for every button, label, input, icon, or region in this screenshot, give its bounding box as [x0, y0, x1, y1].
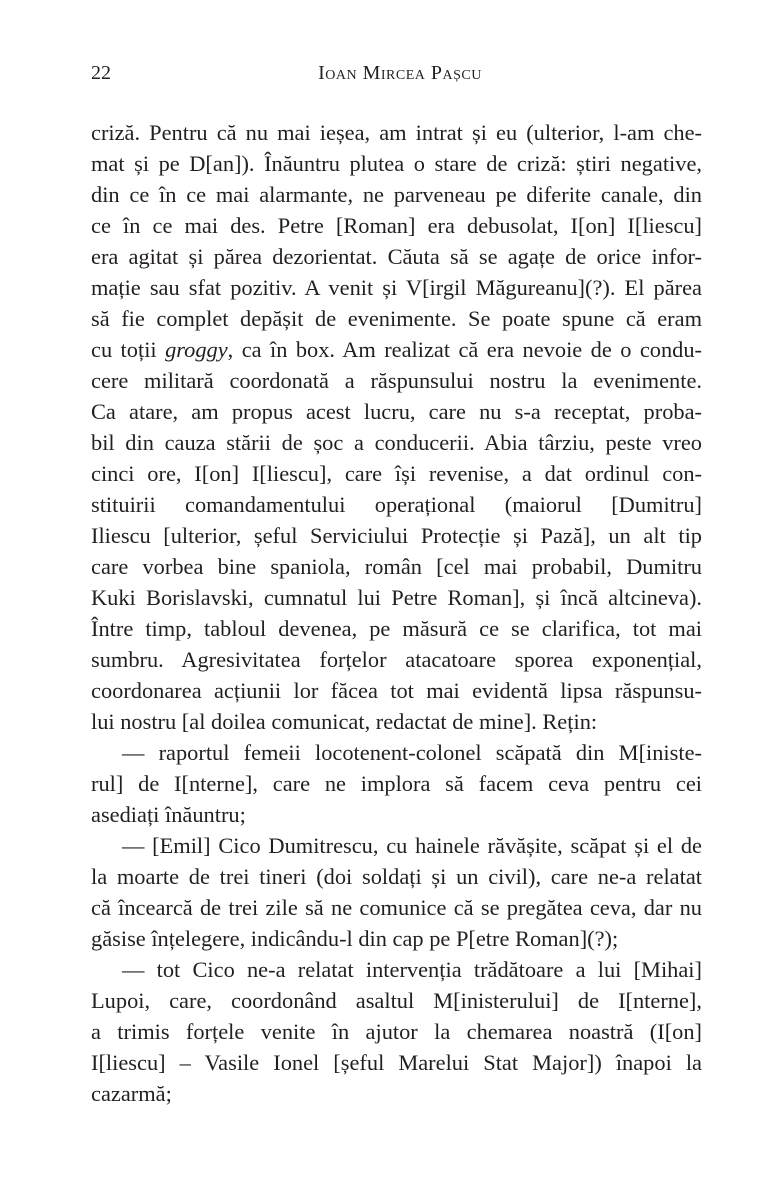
text-line: era agitat și părea dezorientat. Căuta să se agațe de orice infor- — [91, 244, 702, 269]
text-line — [91, 334, 702, 365]
text-line: Între timp, tabloul devenea, pe măsură ce se clarifica, tot mai — [91, 616, 702, 641]
running-head: Ioan Mircea Pașcu — [318, 62, 482, 84]
text-line: Lupoi, care, coordonând asaltul M[inisterului] de I[nterne], — [91, 988, 702, 1013]
text-line: — [Emil] Cico Dumitrescu, cu hainele răvășite, scăpat și el de — [122, 833, 702, 858]
text-line: stituirii comandamentului operațional (maiorul [Dumitru] — [91, 492, 702, 517]
text-line: cazarmă; — [91, 1081, 172, 1106]
text-segment: , ca în box. Am realizat că era nevoie de o condu- — [227, 337, 702, 362]
body-text — [91, 117, 702, 1109]
text-line: Ca atare, am propus acest lucru, care nu s-a receptat, proba- — [91, 399, 702, 424]
text-line: lui nostru [al doilea comunicat, redactat de mine]. Rețin: — [91, 709, 598, 734]
text-line: I[liescu] – Vasile Ionel [șeful Marelui Stat Major]) înapoi la — [91, 1050, 702, 1075]
text-line: din ce în ce mai alarmante, ne parveneau pe diferite canale, din — [91, 182, 702, 207]
italic-text: groggy — [165, 337, 228, 362]
text-line: să fie complet depășit de evenimente. Se poate spune că eram — [91, 306, 702, 331]
text-line: ce în ce mai des. Petre [Roman] era debusolat, I[on] I[liescu] — [91, 213, 702, 238]
text-line: — tot Cico ne-a relatat intervenția trădătoare a lui [Mihai] — [122, 957, 702, 982]
text-line: Kuki Borislavski, cumnatul lui Petre Roman], și încă altcineva). — [91, 585, 702, 610]
text-line: criză. Pentru că nu mai ieșea, am intrat și eu (ulterior, l-am che- — [91, 120, 702, 145]
text-line: găsise înțelegere, indicându-l din cap pe P[etre Roman](?); — [91, 926, 619, 951]
text-line: rul] de I[nterne], care ne implora să facem ceva pentru cei — [91, 771, 702, 796]
page-number: 22 — [91, 62, 111, 84]
text-line: sumbru. Agresivitatea forțelor atacatoare sporea exponențial, — [91, 647, 702, 672]
text-line: bil din cauza stării de șoc a conducerii. Abia târziu, peste vreo — [91, 430, 702, 455]
text-line: la moarte de trei tineri (doi soldați și un civil), care ne-a relatat — [91, 864, 702, 889]
text-line: Iliescu [ulterior, șeful Serviciului Protecție și Pază], un alt tip — [91, 523, 702, 548]
text-line: — raportul femeii locotenent-colonel scăpată din M[iniste- — [122, 740, 702, 765]
text-line: asediați înăuntru; — [91, 802, 246, 827]
text-segment: cu toții — [91, 337, 166, 362]
text-line: care vorbea bine spaniola, român [cel mai probabil, Dumitru — [91, 554, 702, 579]
text-line: cinci ore, I[on] I[liescu], care își revenise, a dat ordinul con- — [91, 461, 702, 486]
text-line: coordonarea acțiunii lor făcea tot mai evidentă lipsa răspunsu- — [91, 678, 702, 703]
text-line: mat și pe D[an]). Înăuntru plutea o stare de criză: știri negative, — [91, 151, 702, 176]
text-line: că încearcă de trei zile să ne comunice că se pregătea ceva, dar nu — [91, 895, 702, 920]
text-line: a trimis forțele venite în ajutor la chemarea noastră (I[on] — [91, 1019, 702, 1044]
text-line: cere militară coordonată a răspunsului nostru la evenimente. — [91, 368, 702, 393]
text-line: mație sau sfat pozitiv. A venit și V[irgil Măgureanu](?). El părea — [91, 275, 702, 300]
